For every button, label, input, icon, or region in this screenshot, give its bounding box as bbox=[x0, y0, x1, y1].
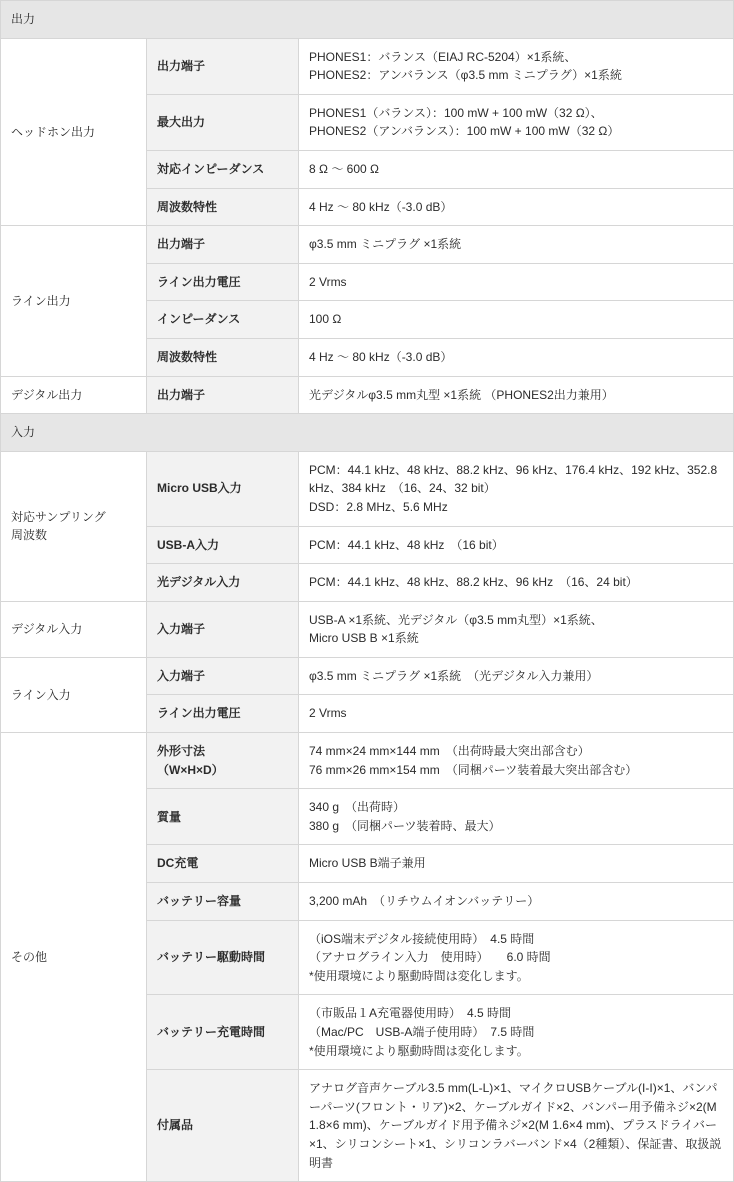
row-label: 入力端子 bbox=[147, 657, 299, 695]
row-value: φ3.5 mm ミニプラグ ×1系統 （光デジタル入力兼用） bbox=[299, 657, 734, 695]
table-row bbox=[1, 376, 734, 414]
row-value bbox=[299, 995, 734, 1070]
group-digital-input: デジタル入力 bbox=[1, 601, 147, 657]
label-line: 外形寸法 bbox=[157, 744, 206, 759]
value-line: Micro USB B ×1系統 bbox=[309, 631, 419, 646]
value-line: PHONES2：アンバランス（φ3.5 mm ミニプラグ）×1系統 bbox=[309, 68, 622, 83]
table-row bbox=[1, 226, 734, 264]
value-line: PCM：44.1 kHz、48 kHz、88.2 kHz、96 kHz、176.4 kHz、192 kHz、352.8 kHz、384 kHz （16、24、32 bit） bbox=[309, 462, 718, 496]
row-label: 光デジタル入力 bbox=[147, 564, 299, 602]
table-row bbox=[1, 38, 734, 94]
row-value: 3,200 mAh （リチウムイオンバッテリー） bbox=[299, 883, 734, 921]
row-label: 周波数特性 bbox=[147, 338, 299, 376]
row-label: ライン出力電圧 bbox=[147, 695, 299, 733]
row-label: バッテリー容量 bbox=[147, 883, 299, 921]
row-label: 出力端子 bbox=[147, 38, 299, 94]
group-line-input: ライン入力 bbox=[1, 657, 147, 732]
value-line: （iOS端末デジタル接続使用時） 4.5 時間 bbox=[309, 931, 535, 946]
value-line: *使用環境により駆動時間は変化します。 bbox=[309, 1043, 529, 1058]
row-label: 対応インピーダンス bbox=[147, 150, 299, 188]
row-value: 光デジタルφ3.5 mm丸型 ×1系統 （PHONES2出力兼用） bbox=[299, 376, 734, 414]
label-line: （W×H×D） bbox=[157, 762, 224, 777]
row-value bbox=[299, 601, 734, 657]
row-label: インピーダンス bbox=[147, 301, 299, 339]
row-label: 最大出力 bbox=[147, 94, 299, 150]
row-value: PCM：44.1 kHz、48 kHz （16 bit） bbox=[299, 526, 734, 564]
row-value bbox=[299, 94, 734, 150]
row-value: PCM：44.1 kHz、48 kHz、88.2 kHz、96 kHz （16、24 bit） bbox=[299, 564, 734, 602]
table-row bbox=[1, 601, 734, 657]
group-line-output: ライン出力 bbox=[1, 226, 147, 376]
group-sampling-frequency bbox=[1, 451, 147, 601]
row-value: アナログ音声ケーブル3.5 mm(L-L)×1、マイクロUSBケーブル(I-I)×1、バンパーパーツ(フロント・リア)×2、ケーブルガイド×2、バンパー用予備ネジ×2(M 1.8×6 mm)、ケーブルガイド用予備ネジ×2(M 1.6×4 mm)、プラスドライバー×1、シリコンシート×1、シリコンラバーバンド×4（2種類）、保証書、取扱説明書 bbox=[299, 1070, 734, 1182]
value-line: *使用環境により駆動時間は変化します。 bbox=[309, 968, 529, 983]
group-other: その他 bbox=[1, 733, 147, 1182]
row-value bbox=[299, 920, 734, 995]
group-digital-output: デジタル出力 bbox=[1, 376, 147, 414]
row-value: φ3.5 mm ミニプラグ ×1系統 bbox=[299, 226, 734, 264]
row-label: 付属品 bbox=[147, 1070, 299, 1182]
row-label bbox=[147, 733, 299, 789]
row-value: 8 Ω 〜 600 Ω bbox=[299, 150, 734, 188]
value-line: 76 mm×26 mm×154 mm （同梱パーツ装着最大突出部含む） bbox=[309, 762, 638, 777]
row-value bbox=[299, 789, 734, 845]
value-line: PHONES1（バランス）：100 mW + 100 mW（32 Ω）、 bbox=[309, 105, 603, 120]
row-label: 周波数特性 bbox=[147, 188, 299, 226]
row-value bbox=[299, 451, 734, 526]
row-label: 入力端子 bbox=[147, 601, 299, 657]
section-header-row bbox=[1, 414, 734, 452]
row-value: 100 Ω bbox=[299, 301, 734, 339]
row-label: 質量 bbox=[147, 789, 299, 845]
row-value: Micro USB B端子兼用 bbox=[299, 845, 734, 883]
row-label: 出力端子 bbox=[147, 376, 299, 414]
value-line: DSD：2.8 MHz、5.6 MHz bbox=[309, 499, 448, 514]
group-headphone-output: ヘッドホン出力 bbox=[1, 38, 147, 226]
value-line: （アナログライン入力 使用時） 6.0 時間 bbox=[309, 950, 551, 965]
row-label: Micro USB入力 bbox=[147, 451, 299, 526]
section-header-row bbox=[1, 1, 734, 39]
row-value: 4 Hz 〜 80 kHz（-3.0 dB） bbox=[299, 188, 734, 226]
value-line: USB-A ×1系統、光デジタル（φ3.5 mm丸型）×1系統、 bbox=[309, 612, 603, 627]
section-title-input: 入力 bbox=[1, 414, 734, 452]
row-label: バッテリー駆動時間 bbox=[147, 920, 299, 995]
spec-table-body bbox=[1, 1, 734, 1182]
row-label: ライン出力電圧 bbox=[147, 263, 299, 301]
row-value: 2 Vrms bbox=[299, 263, 734, 301]
row-value bbox=[299, 38, 734, 94]
row-label: DC充電 bbox=[147, 845, 299, 883]
value-line: （市販品１A充電器使用時） 4.5 時間 bbox=[309, 1006, 512, 1021]
group-line: 周波数 bbox=[11, 528, 48, 543]
row-value: 2 Vrms bbox=[299, 695, 734, 733]
row-label: バッテリー充電時間 bbox=[147, 995, 299, 1070]
value-line: PHONES1：バランス（EIAJ RC-5204）×1系統、 bbox=[309, 49, 577, 64]
row-value bbox=[299, 733, 734, 789]
value-line: 74 mm×24 mm×144 mm （出荷時最大突出部含む） bbox=[309, 744, 590, 759]
section-title-output: 出力 bbox=[1, 1, 734, 39]
value-line: （Mac/PC USB-A端子使用時） 7.5 時間 bbox=[309, 1025, 535, 1039]
table-row bbox=[1, 451, 734, 526]
value-line: 340 g （出荷時） bbox=[309, 800, 406, 815]
value-line: PHONES2（アンバランス）：100 mW + 100 mW（32 Ω） bbox=[309, 124, 620, 139]
row-value: 4 Hz 〜 80 kHz（-3.0 dB） bbox=[299, 338, 734, 376]
row-label: USB-A入力 bbox=[147, 526, 299, 564]
table-row bbox=[1, 657, 734, 695]
group-line: 対応サンプリング bbox=[11, 509, 106, 524]
table-row bbox=[1, 733, 734, 789]
row-label: 出力端子 bbox=[147, 226, 299, 264]
value-line: 380 g （同梱パーツ装着時、最大） bbox=[309, 818, 501, 833]
